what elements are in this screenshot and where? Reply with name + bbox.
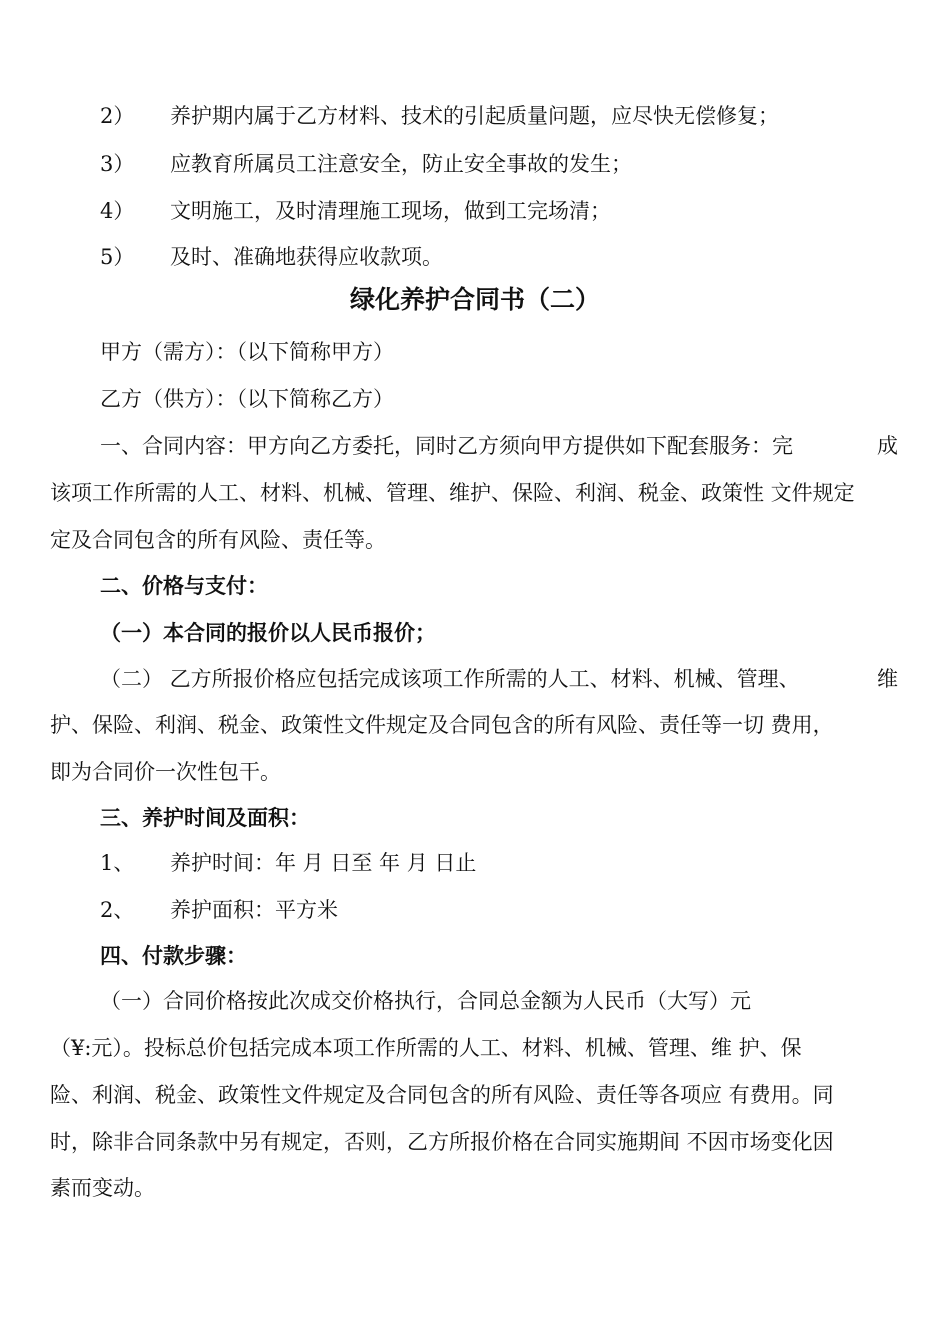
contract-content-line: 定及合同包含的所有风险、责任等。: [50, 528, 386, 552]
list-number: 2、: [100, 898, 135, 922]
list-text: 文明施工，及时清理施工现场，做到工完场清；: [170, 199, 611, 223]
contract-content-text-end: 成: [877, 434, 898, 458]
list-text: 养护时间：年 月 日至 年 月 日止: [170, 851, 477, 875]
list-text: 养护面积：平方米: [170, 898, 338, 922]
list-text: 养护期内属于乙方材料、技术的引起质量问题，应尽快无偿修复；: [170, 104, 779, 128]
contract-content-text: 一、合同内容：甲方向乙方委托，同时乙方须向甲方提供如下配套服务：完: [100, 434, 793, 458]
price-clause-2-line: [100, 665, 898, 693]
section-heading-payment: 四、付款步骤：: [100, 944, 247, 968]
list-number: 1、: [100, 851, 135, 875]
price-clause-2-text: （二） 乙方所报价格应包括完成该项工作所需的人工、材料、机械、管理、: [100, 667, 800, 691]
payment-line: 时，除非合同条款中另有规定，否则，乙方所报价格在合同实施期间 不因市场变化因: [50, 1130, 834, 1154]
payment-line: （¥:元）。投标总价包括完成本项工作所需的人工、材料、机械、管理、维 护、保: [50, 1036, 802, 1060]
price-clause-1: （一）本合同的报价以人民币报价；: [100, 621, 436, 645]
list-number: 2）: [100, 104, 135, 128]
payment-line: 险、利润、税金、政策性文件规定及合同包含的所有风险、责任等各项应 有费用。同: [50, 1083, 834, 1107]
payment-line: （一）合同价格按此次成交价格执行，合同总金额为人民币（大写）元: [100, 989, 751, 1013]
contract-content-line: 该项工作所需的人工、材料、机械、管理、维护、保险、利润、税金、政策性 文件规定: [50, 481, 855, 505]
price-clause-2-text-end: 维: [877, 667, 898, 691]
party-a: 甲方（需方）：（以下简称甲方）: [100, 340, 394, 364]
list-number: 5）: [100, 245, 135, 269]
contract-content-line: [100, 432, 898, 460]
price-clause-2-line: 即为合同价一次性包干。: [50, 760, 281, 784]
list-text: 及时、准确地获得应收款项。: [170, 245, 443, 269]
section-heading-price: 二、价格与支付：: [100, 574, 268, 598]
section-heading-maintenance: 三、养护时间及面积：: [100, 806, 310, 830]
price-clause-2-line: 护、保险、利润、税金、政策性文件规定及合同包含的所有风险、责任等一切 费用，: [50, 713, 834, 737]
party-b: 乙方（供方）：（以下简称乙方）: [100, 387, 394, 411]
payment-line: 素而变动。: [50, 1176, 155, 1200]
list-number: 4）: [100, 199, 135, 223]
document-title: 绿化养护合同书（二）: [349, 285, 600, 314]
list-text: 应教育所属员工注意安全，防止安全事故的发生；: [170, 152, 632, 176]
list-number: 3）: [100, 152, 135, 176]
